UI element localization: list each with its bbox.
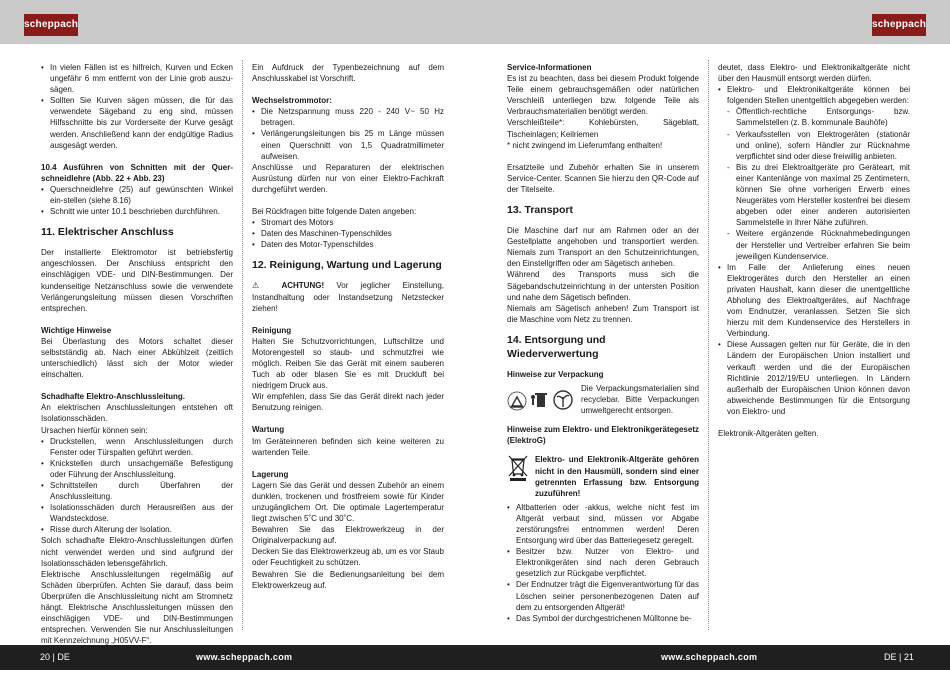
subheading-damaged-cable: Schadhafte Elektro-Anschlussleitung. — [41, 392, 186, 402]
bullet-motor-plate: • Daten des Motor-Typenschildes — [252, 239, 444, 250]
subheading-ac-motor: Wechselstrommotor: — [252, 96, 332, 106]
bullet-voltage: • Die Netzspannung muss 220 - 240 V~ 50 Hz betragen. — [252, 106, 444, 128]
paragraph-wear-parts-list — [507, 117, 699, 139]
paragraph-transport-guard: Während des Transports muss sich die Sägebandschutzeinrichtung in der untersten Position und nahe dem Sägetisch befinden. — [507, 270, 699, 302]
packaging-notice — [507, 383, 699, 416]
bullet-relief-cuts: • Sollten Sie Kurven sägen müssen, die für das verwendete Sägeband zu eng sind, müssen Hilfsschnitte bis zur Vorderseite der Kurve gesägt werden. Anschließend kann der endgültige Radius ausgesägt werden. — [41, 95, 233, 150]
column-divider-left — [242, 60, 243, 630]
website-link-right[interactable]: www.scheppach.com — [661, 652, 758, 662]
bullet-data-deletion: • Der Endnutzer trägt die Eigenverantwortung für das Löschen seiner personenbezogenen Daten auf dem zu entsorgenden Altgerät! — [507, 579, 699, 612]
paragraph-transport-unplug: Niemals am Sägetisch anheben! Zum Transport ist die Maschine vom Netz zu trennen. — [507, 303, 699, 324]
paragraph-cleaning: Halten Sie Schutzvorrichtungen, Luftschlitze und Motorengestell so staub- und schmutzfrei wie möglich. Reiben Sie das Gerät mit einem sauberen Tuch ab oder blasen Sie es mit Druckluft bei niedrigem Druck aus. — [252, 336, 444, 391]
bullet-cut-as-10-1: • Schnitt wie unter 10.1 beschrieben durchführen. — [41, 206, 233, 217]
warning-paragraph — [252, 280, 444, 313]
wear-parts-text: Kohlebürsten, Sägeblatt, Tischeinlagen; Keilriemen — [507, 118, 699, 139]
dash-public-collection: - Öffentlich-rechtliche Entsorgungs- bzw. Sammelstellen (z. B. kommunale Bauhöfe) — [727, 106, 910, 128]
paragraph-manual: Bewahren Sie die Bedienungsanleitung bei dem Elektrowerkzeug auf. — [252, 569, 444, 590]
bullet-return-obligation: • Besitzer bzw. Nutzer von Elektro- und Elektronikgeräten sind nach deren Gebrauch gesetzlich zur Rückgabe verpflichtet. — [507, 546, 699, 579]
paragraph-inquiries: Bei Rückfragen bitte folgende Daten angeben: — [252, 207, 417, 217]
bullet-pickup: • Im Falle der Anlieferung eines neuen Elektrogerätes durch den Hersteller an einen privaten Haushalt, kann dieser die unentgeltliche Abholung des Elektroaltgerätes, auf Nachfrage vom Endnutzer, veranlassen. Setzen Sie sich hierzu mit dem Kundenservice des Herstellers in Verbindung. — [718, 262, 910, 340]
dash-further-conditions: - Weitere ergänzende Rücknahmebedingungen der Hersteller und Vertreiber erfahren Sie beim jeweiligen Kundenservice. — [727, 228, 910, 261]
column-1 — [41, 62, 233, 646]
paragraph-dangerous-cables: Solch schadhafte Elektro-Anschlussleitungen dürfen nicht verwendet werden und sind aufgrund der Isolationsschäden lebensgefährlich. — [41, 536, 233, 568]
paragraph-not-included: * nicht zwingend im Lieferumfang enthalten! — [507, 140, 663, 150]
subheading-service-info: Service-Informationen — [507, 63, 592, 72]
heading-13: 13. Transport — [507, 204, 573, 217]
scheppach-logo-right: scheppach — [872, 14, 926, 36]
trash-bin-icon — [531, 393, 547, 407]
bullet-aging: • Risse durch Alterung der Isolation. — [41, 524, 233, 535]
heading-11: 11. Elektrischer Anschluss — [41, 226, 174, 239]
paragraph-spare-parts: Ersatzteile und Zubehör erhalten Sie in unserem Service-Center. Scannen Sie hierzu den QR-Code auf der Titelseite. — [507, 162, 699, 194]
subheading-10-4: 10.4 Ausführen von Schnitten mit der Quer-schneidlehre (Abb. 22 + Abb. 23) — [41, 162, 233, 183]
paragraph-electrician: Anschlüsse und Reparaturen der elektrischen Ausrüstung dürfen nur von einer Elektro-Fachkraft durchgeführt werden. — [252, 162, 444, 194]
scheppach-logo-left: scheppach — [24, 14, 78, 36]
dash-small-devices: - Bis zu drei Elektroaltgeräte pro Geräteart, mit einer Kantenlänge von maximal 25 Zentimetern, können Sie ohne vorherigen Erwerb eines Neugerätes vom Hersteller kostenfrei bei diesem abgeben oder einer anderen autorisierten Sammelstelle in Ihrer Nähe zuführen. — [727, 162, 910, 229]
paragraph-clean-after-use: Wir empfehlen, dass Sie das Gerät direkt nach jeder Benutzung reinigen. — [252, 392, 444, 413]
warning-text: Vor jeglicher Einstellung, Instandhaltung oder Instandsetzung Netzstecker ziehen! — [252, 281, 445, 313]
footer-bar — [0, 645, 950, 670]
recycle-icon — [508, 392, 526, 410]
bullet-pressure-points: • Druckstellen, wenn Anschlussleitungen durch Fenster oder Türspalten geführt werden. — [41, 436, 233, 458]
bullet-batteries: • Altbatterien oder -akkus, welche nicht fest im Altgerät verbaut sind, müssen vor Abgabe zerstörungsfrei entnommen werden! Deren Entsorgung wird über das Batteriegesetz geregelt. — [507, 502, 699, 546]
packaging-text: Die Verpackungsmaterialien sind recyclebar. Bitte Verpackungen umweltgerecht entsorgen. — [581, 383, 699, 416]
subheading-important-notes: Wichtige Hinweise — [41, 325, 112, 335]
website-link-left[interactable]: www.scheppach.com — [196, 652, 293, 662]
heading-12: 12. Reinigung, Wartung und Lagerung — [252, 259, 442, 272]
bullet-mitre-gauge: • Querschneidlehre (25) auf gewünschten Winkel ein-stellen (siehe 8.16) — [41, 184, 233, 206]
bullet-bin-symbol: • Das Symbol der durchgestrichenen Mülltonne be- — [507, 613, 699, 624]
return-points-list — [718, 106, 910, 261]
bullet-cuts: • Schnittstellen durch Überfahren der Anschlussleitung. — [41, 480, 233, 502]
paragraph-wear-parts: Es ist zu beachten, dass bei diesem Produkt folgende Teile einem gebrauchsgemäßen oder natürlichen Verschleiß unterliegen bzw. folgende Teile als Verbrauchsmaterialien benötigt werden. — [507, 74, 699, 117]
subheading-packaging: Hinweise zur Verpackung — [507, 369, 604, 379]
subheading-cleaning: Reinigung — [252, 325, 292, 335]
column-2 — [252, 62, 444, 591]
paragraph-check-cables: Elektrische Anschlussleitungen regelmäßig auf Schäden überprüfen. Achten Sie darauf, dass beim Überprüfen die Anschlussleitung nicht am Stromnetz hängt. Elektrische Anschlussleitungen müssen den einschlägigen VDE- und DIN-Bestimmungen entsprechen. Verwenden Sie nur Anschlussleitungen mit Kennzeichnung „H05VV-F“. — [41, 569, 233, 646]
heading-14: 14. Entsorgung und Wiederverwertung — [507, 333, 606, 360]
weee-notice — [507, 454, 699, 498]
bullet-current-type: • Stromart des Motors — [252, 217, 444, 228]
dash-retail: - Verkaufsstellen von Elektrogeräten (stationär und online), sofern Händler zur Rücknahme verpflichtet sind oder diese freiwillig anbieten. — [727, 129, 910, 162]
subheading-elektrog: Hinweise zum Elektro- und Elektronikgerätegesetz (ElektroG) — [507, 425, 699, 446]
subheading-maintenance: Wartung — [252, 425, 285, 435]
page-number-right: DE | 21 — [884, 652, 914, 662]
wear-parts-label: Verschleißteile*: — [507, 118, 565, 128]
bullet-pulled-out: • Isolationsschäden durch Herausreißen aus der Wandsteckdose. — [41, 502, 233, 524]
bullet-eu-only: • Diese Aussagen gelten nur für Geräte, die in den Ländern der Europäischen Union installiert und verkauft werden und die der Europäischen Richtlinie 2012/19/EU unterliegen. In Ländern außerhalb der Europäischen Union können davon abweichende Bestimmungen für die Entsorgung von Elektro- und — [718, 339, 910, 417]
column-divider-right — [708, 60, 709, 630]
column-4 — [718, 62, 910, 439]
bullet-curves-tip: • In vielen Fällen ist es hilfreich, Kurven und Ecken ungefähr 6 mm entfernt von der Linie grob auszu-sägen. — [41, 62, 233, 95]
bullet-free-return: • Elektro- und Elektronikaltgeräte können bei folgenden Stellen unentgeltlich abgegeben werden: — [718, 84, 910, 106]
paragraph-overload: Bei Überlastung des Motors schaltet dieser selbstständig ab. Nach einer Abkühlzeit (zeitlich unterschiedlich) lässt sich der Motor wieder einschalten. — [41, 336, 233, 380]
weee-text: Elektro- und Elektronik-Altgeräte gehören nicht in den Hausmüll, sondern sind einer getrennten Erfassung bzw. Entsorgung zuzuführen! — [535, 455, 699, 498]
paragraph-original-packaging: Bewahren Sie das Elektrowerkzeug in der Originalverpackung auf. — [252, 525, 444, 546]
paragraph-installed-motor: Der installierte Elektromotor ist betriebsfertig angeschlossen. Der Anschluss entspricht den einschlägigen VDE- und DIN-Bestimmungen. Der kundenseitige Netzanschluss sowie die verwendete Verlängerungsleitung müssen diesen Vorschriften entsprechen. — [41, 248, 233, 313]
warning-label: ACHTUNG! — [281, 281, 325, 291]
crossed-out-bin-icon — [507, 454, 529, 482]
bullet-kinks: • Knickstellen durch unsachgemäße Befestigung oder Führung der Anschlussleitung. — [41, 458, 233, 480]
paragraph-causes: Ursachen hierfür können sein: — [41, 425, 148, 435]
page-number-left: 20 | DE — [40, 652, 70, 662]
paragraph-bin-meaning: deutet, dass Elektro- und Elektronikaltgeräte nicht über den Hausmüll entsorgt werden dürfen. — [718, 63, 910, 84]
column-3 — [507, 62, 699, 624]
paragraph-transport-lift: Die Maschine darf nur am Rahmen oder an der Gestellplatte angehoben und transportiert werden. Niemals zum Transport an den Schutzeinrichtungen, den Einstellgriffen oder am Sägetisch anheben. — [507, 226, 699, 269]
plant-icon — [554, 391, 572, 409]
warning-icon: ⚠ — [252, 281, 270, 291]
bullet-machine-plate: • Daten des Maschinen-Typenschildes — [252, 228, 444, 239]
paragraph-storage: Lagern Sie das Gerät und dessen Zubehör an einem dunklen, trockenen und frostfreiem sowie für Kinder unzugänglichem Ort. Die optimale Lagertemperatur liegt zwischen 5˚C und 30˚C. — [252, 480, 444, 524]
paragraph-electronic-waste: Elektronik-Altgeräten gelten. — [718, 429, 819, 438]
top-bar — [0, 0, 950, 44]
paragraph-type-print: Ein Aufdruck der Typenbezeichnung auf dem Anschlusskabel ist Vorschrift. — [252, 63, 444, 84]
paragraph-maintenance: Im Geräteinneren befinden sich keine weiteren zu wartenden Teile. — [252, 436, 444, 457]
paragraph-cover: Decken Sie das Elektrowerkzeug ab, um es vor Staub oder Feuchtigkeit zu schützen. — [252, 547, 444, 568]
recycling-icons — [507, 385, 575, 415]
paragraph-insulation-damage: An elektrischen Anschlussleitungen entstehen oft Isolationsschäden. — [41, 403, 233, 424]
subheading-storage: Lagerung — [252, 469, 289, 479]
bullet-extension-cables: • Verlängerungsleitungen bis 25 m Länge müssen einen Querschnitt von 1,5 Quadratmillimeter aufweisen. — [252, 128, 444, 161]
